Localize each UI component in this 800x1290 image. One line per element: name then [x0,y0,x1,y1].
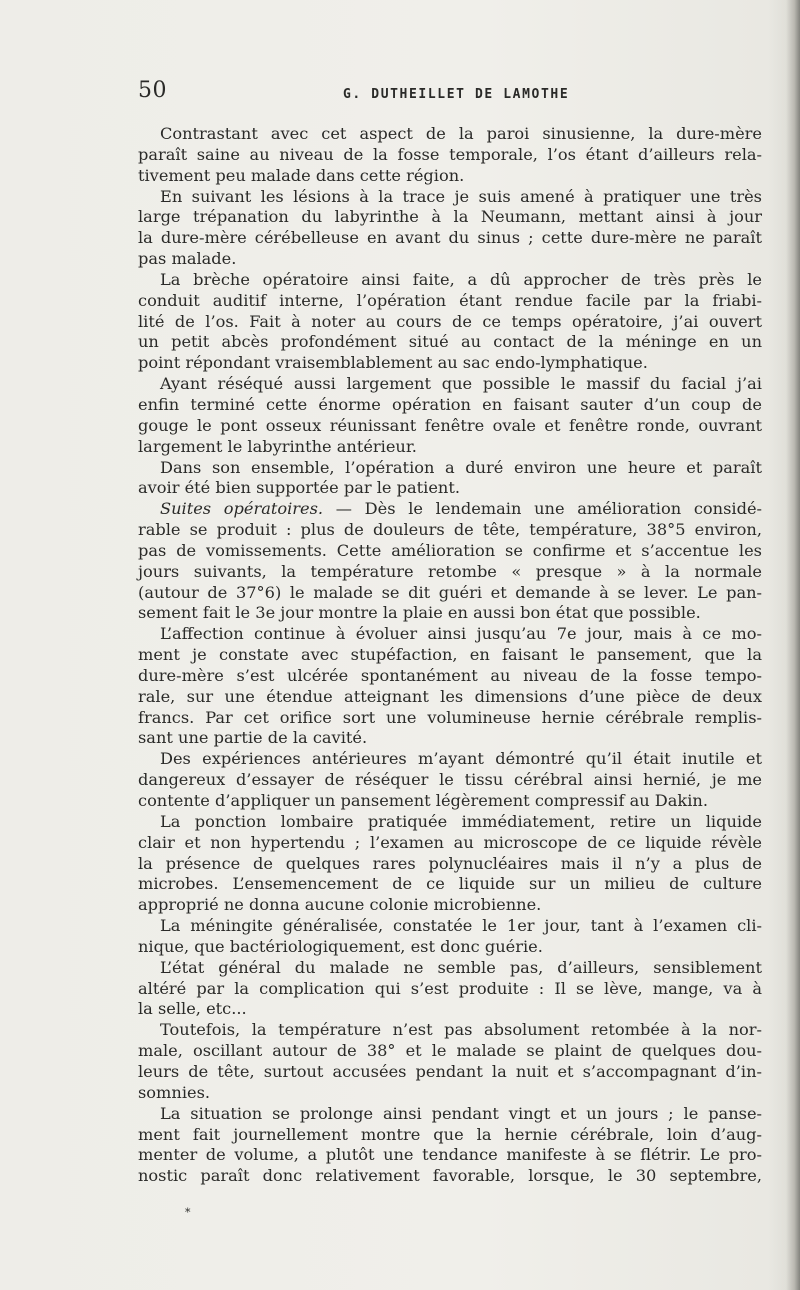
text-line: clair et non hypertendu ; l’examen au microscope de ce liquide révèle [138,832,762,852]
text-line: La brèche opératoire ainsi faite, a dû approcher de très près le [160,269,762,289]
text-line: (autour de 37°6) le malade se dit guéri et demande à se lever. Le pan- [138,582,762,602]
text-line: sant une partie de la cavité. [138,728,368,748]
page-number: 50 [138,78,167,103]
text-line: En suivant les lésions à la trace je suis amené à pratiquer une très [160,186,762,206]
text-line: dure-mère s’est ulcérée spontanément au niveau de la fosse tempo- [138,665,762,685]
text-line: Contrastant avec cet aspect de la paroi sinusienne, la dure-mère [160,124,762,143]
text-line: La situation se prolonge ainsi pendant vingt et un jours ; le panse- [160,1103,762,1123]
running-head: G. DUTHEILLET DE LAMOTHE [343,87,570,102]
text-line: point répondant vraisemblablement au sac endo-lymphatique. [138,353,648,373]
section-title: Suites opératoires. [160,499,324,519]
text-line: male, oscillant autour de 38° et le malade se plaint de quelques dou- [138,1041,762,1061]
text-line: enfin terminé cette énorme opération en faisant sauter d’un coup de [138,394,762,414]
text-line: avoir été bien supportée par le patient. [138,478,461,498]
text-line: menter de volume, a plutôt une tendance manifeste à se flétrir. Le pro- [138,1145,762,1165]
text-line: L’affection continue à évoluer ainsi jusqu’au 7e jour, mais à ce mo- [160,624,762,644]
page-header [138,78,762,108]
text-line: rable se produit : plus de douleurs de tête, température, 38°5 environ, [138,520,762,540]
text-line: ment fait journellement montre que la hernie cérébrale, loin d’aug- [138,1124,762,1144]
text-line: pas de vomissements. Cette amélioration se confirme et s’accentue les [138,540,762,560]
text-line: pas malade. [138,249,237,269]
text-line: leurs de tête, surtout accusées pendant la nuit et s’accompagnant d’in- [138,1061,762,1081]
text-line: la présence de quelques rares polynucléaires mais il n’y a plus de [138,853,762,873]
text-line: microbes. L’ensemencement de ce liquide sur un milieu de culture [138,874,762,894]
text-line: La méningite généralisée, constatée le 1er jour, tant à l’examen cli- [160,916,762,936]
text-line: Suites opératoires. — Dès le lendemain une amélioration considé- [160,499,762,519]
text-line: paraît saine au niveau de la fosse temporale, l’os étant d’ailleurs rela- [138,144,762,164]
text-line: Toutefois, la température n’est pas absolument retombée à la nor- [160,1020,762,1040]
text-line: gouge le pont osseux réunissant fenêtre ovale et fenêtre ronde, ouvrant [138,415,762,435]
text-line: Des expériences antérieures m’ayant démontré qu’il était inutile et [160,749,762,769]
text-line: jours suivants, la température retombe « presque » à la normale [138,561,762,581]
text-line: conduit auditif interne, l’opération étant rendue facile par la friabi- [138,290,762,310]
text-line: tivement peu malade dans cette région. [138,165,465,185]
text-line: nostic paraît donc relativement favorable, lorsque, le 30 septembre, [138,1166,762,1186]
text-line: somnies. [138,1082,211,1102]
text-line: large trépanation du labyrinthe à la Neumann, mettant ainsi à jour [138,207,762,227]
text-line: un petit abcès profondément situé au contact de la méninge en un [138,332,762,352]
text-line: contente d’appliquer un pansement légèrement compressif au Dakin. [138,791,708,810]
text-line: lité de l’os. Fait à noter au cours de ce temps opératoire, j’ai ouvert [138,311,762,331]
text-line: Dans son ensemble, l’opération a duré environ une heure et paraît [160,457,762,477]
signature-mark: * [185,1206,191,1219]
body-text [138,124,762,1187]
text-line: La ponction lombaire pratiquée immédiatement, retire un liquide [160,811,762,831]
text-line: francs. Par cet orifice sort une volumineuse hernie cérébrale remplis- [138,707,762,727]
text-line: L’état général du malade ne semble pas, d’ailleurs, sensiblement [160,957,762,977]
text-line: dangereux d’essayer de réséquer le tissu cérébral ainsi hernié, je me [138,770,762,790]
text-line: la selle, etc... [138,999,247,1019]
text-line: nique, que bactériologiquement, est donc guérie. [138,936,543,956]
text-line: ment je constate avec stupéfaction, en faisant le pansement, que la [138,645,762,665]
text-line: rale, sur une étendue atteignant les dimensions d’une pièce de deux [138,686,762,706]
page-edge-shadow [786,0,800,1290]
text-line: sement fait le 3e jour montre la plaie en aussi bon état que possible. [138,603,701,623]
text-line: la dure-mère cérébelleuse en avant du sinus ; cette dure-mère ne paraît [138,228,762,248]
text-line: largement le labyrinthe antérieur. [138,436,417,456]
text-line: Ayant réséqué aussi largement que possible le massif du facial j’ai [160,374,762,394]
text-line: approprié ne donna aucune colonie microbienne. [138,895,542,915]
text-line: altéré par la complication qui s’est produite : Il se lève, mange, va à [138,978,762,998]
